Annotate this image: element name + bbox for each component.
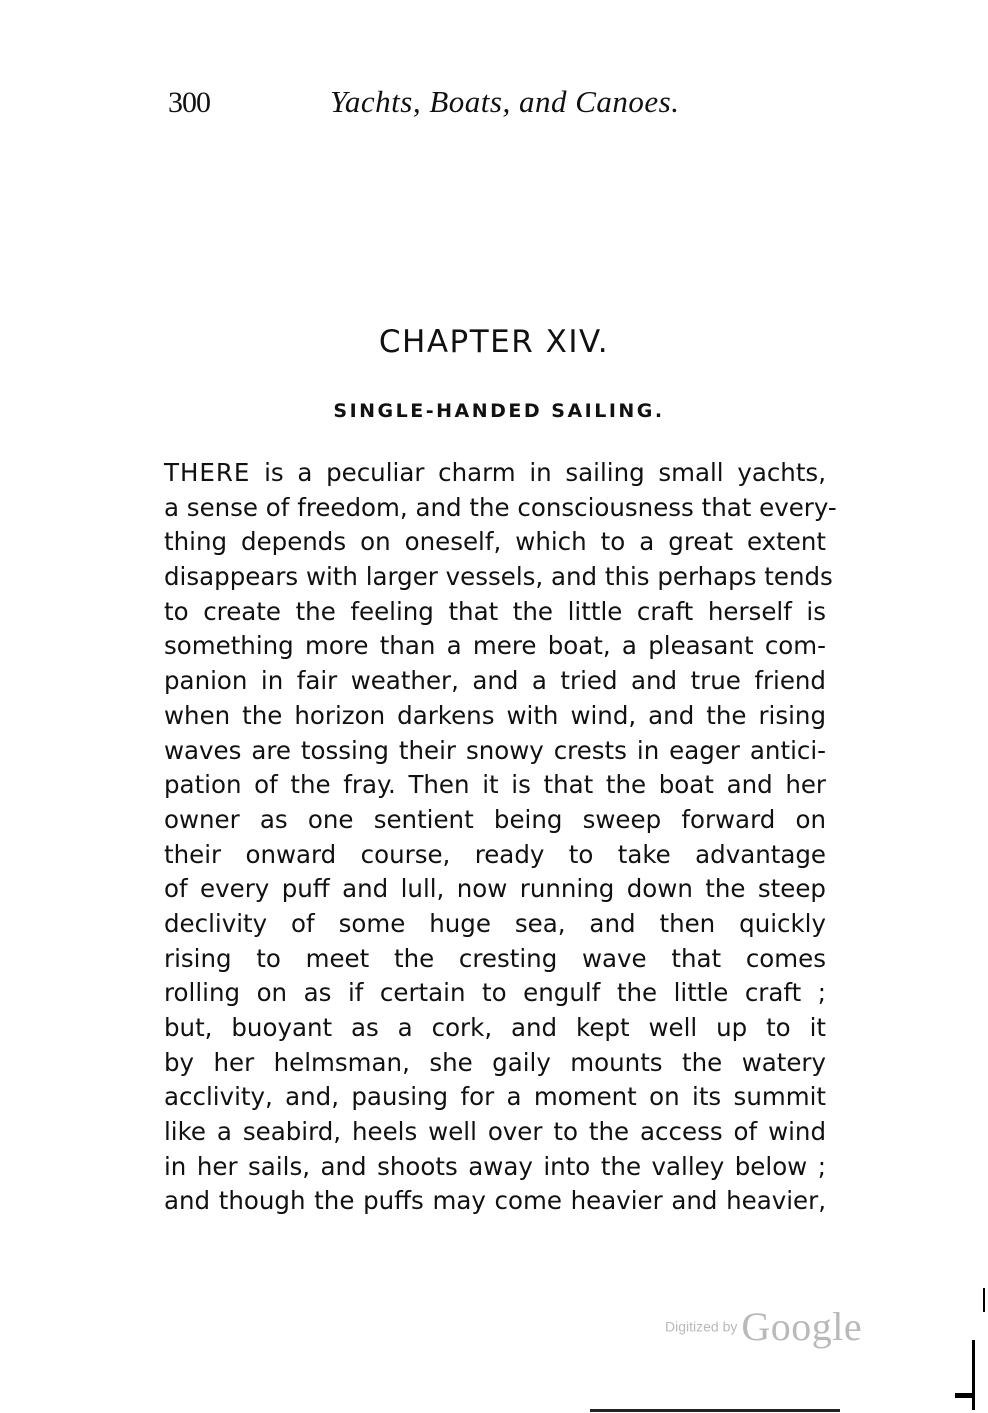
text-line: owner as one sentient being sweep forward on xyxy=(164,804,826,834)
digitized-watermark xyxy=(665,1303,862,1350)
text-line: like a seabird, heels well over to the access of wind xyxy=(164,1117,826,1147)
text-line: and though the puffs may come heavier and heavier, xyxy=(164,1186,826,1216)
text-line: pation of the fray. Then it is that the boat and her xyxy=(164,770,826,800)
text-line: waves are tossing their snowy crests in eager antici- xyxy=(164,735,826,765)
text-line: their onward course, ready to take advantage xyxy=(164,839,826,869)
text-line: by her helmsman, she gaily mounts the watery xyxy=(164,1047,826,1077)
text-line: declivity of some huge sea, and then quickly xyxy=(164,908,826,938)
text-line-rest: is a peculiar charm in sailing small yachts, xyxy=(250,458,826,487)
text-line: but, buoyant as a cork, and kept well up to it xyxy=(164,1013,826,1042)
text-line xyxy=(164,456,826,491)
text-line: something more than a mere boat, a pleasant com- xyxy=(164,631,826,661)
scan-corner-foot xyxy=(955,1393,975,1398)
section-title: SINGLE-HANDED SAILING. xyxy=(333,400,665,422)
chapter-title: CHAPTER XIV. xyxy=(378,324,610,360)
text-line: when the horizon darkens with wind, and the rising xyxy=(164,700,826,730)
scan-edge-tick xyxy=(983,1288,985,1312)
scan-corner-mark xyxy=(972,1340,975,1410)
google-logo: Google xyxy=(741,1304,863,1349)
text-line: of every puff and lull, now running down the steep xyxy=(164,874,826,904)
running-head: Yachts, Boats, and Canoes. xyxy=(330,84,680,119)
text-line: disappears with larger vessels, and this perhaps tends xyxy=(164,562,833,592)
text-line: in her sails, and shoots away into the valley below ; xyxy=(164,1151,826,1181)
text-line: panion in fair weather, and a tried and true friend xyxy=(164,666,826,696)
text-line: thing depends on oneself, which to a great extent xyxy=(164,527,826,557)
body-paragraph xyxy=(164,456,837,1219)
text-line: rising to meet the cresting wave that comes xyxy=(164,943,826,973)
text-line: a sense of freedom, and the consciousness that every- xyxy=(164,492,837,522)
text-line: rolling on as if certain to engulf the little craft ; xyxy=(164,978,826,1008)
text-line: acclivity, and, pausing for a moment on its summit xyxy=(164,1082,826,1112)
watermark-prefix: Digitized by xyxy=(665,1318,738,1335)
lead-word: THERE xyxy=(164,458,251,487)
text-line: to create the feeling that the little craft herself is xyxy=(164,596,826,626)
page-number: 300 xyxy=(168,86,210,119)
scan-bottom-rule xyxy=(590,1409,840,1412)
